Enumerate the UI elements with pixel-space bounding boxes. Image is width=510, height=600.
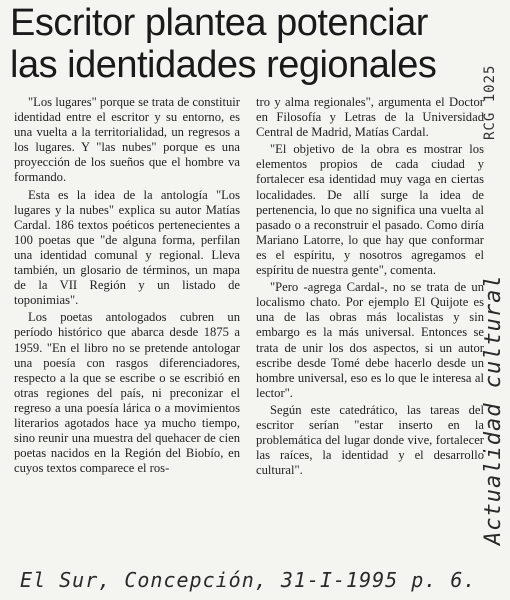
handwritten-section-note: Actualidad cultural xyxy=(481,274,506,545)
headline xyxy=(10,2,478,86)
handwritten-source-citation: El Sur, Concepción, 31-I-1995 p. 6. xyxy=(20,568,477,592)
paragraph: Según este catedrático, las tareas del escritor serían "estar inserto en la problemática del lugar donde vive, fortalecer las raíces, la identidad y el desarrollo cultural". xyxy=(256,402,484,478)
paragraph: Los poetas antologados cubren un período histórico que abarca desde 1875 a 1959. "En el libro no se pretende antologar una poesía con rasgos diferenciadores, respecto a la que se escribe o se escribió en otras regiones del país, ni preconizar el regreso a una poesía lárica o a movimientos literarios agotados hace ya mucho tiempo, sino reunir una muestra del quehacer de cien poetas nacidos en la Región del Biobío, en cuyos textos comparece el ros- xyxy=(14,310,240,476)
paragraph: "Pero -agrega Cardal-, no se trata de un localismo chato. Por ejemplo El Quijote es una de las obras más localistas y sin embargo es la más universal. Entonces se trata de unir los dos aspectos, si un autor escribe desde Tomé debe hacerlo desde un hombre universal, eso es lo que le interesa al lector". xyxy=(256,280,484,400)
paragraph: "El objetivo de la obra es mostrar los elementos propios de cada ciudad y fortalecer esa identidad muy vaga en ciertas localidades. De allí surge la idea de pertenencia, lo que no significa una vuelta al pasado o a reconstruir el pasado. Como diría Mariano Latorre, lo que hay que conformar es el espíritu, y nosotros agregamos el espíritu de nuestra gente", comenta. xyxy=(256,142,484,278)
headline-line-2: las identidades regionales xyxy=(10,44,437,86)
paragraph-continuation: tro y alma regionales", argumenta el Doctor en Filosofía y Letras de la Universidad Central de Madrid, Matías Cardal. xyxy=(256,95,484,140)
handwritten-reference-code: RCG 1025 xyxy=(482,64,498,140)
paragraph: "Los lugares" porque se trata de constituir identidad entre el escritor y su entorno, es una vuelta a la territorialidad, un regresos a los lugares. Y "las nubes" porque es una proyección de los sueños que el hombre va formando. xyxy=(14,95,240,185)
article-column-right xyxy=(256,95,484,480)
paragraph: Esta es la idea de la antología "Los lugares y la nubes" explica su autor Matías Cardal. 186 textos poéticos pertenecientes a 100 poetas que "de alguna forma, perfilan una identidad comunal y regional. Lleva también, un glosario de términos, un mapa de la VII Región y un listado de toponimias". xyxy=(14,187,240,308)
headline-line-1: Escritor plantea potenciar xyxy=(10,2,428,44)
article-column-left xyxy=(14,95,240,478)
